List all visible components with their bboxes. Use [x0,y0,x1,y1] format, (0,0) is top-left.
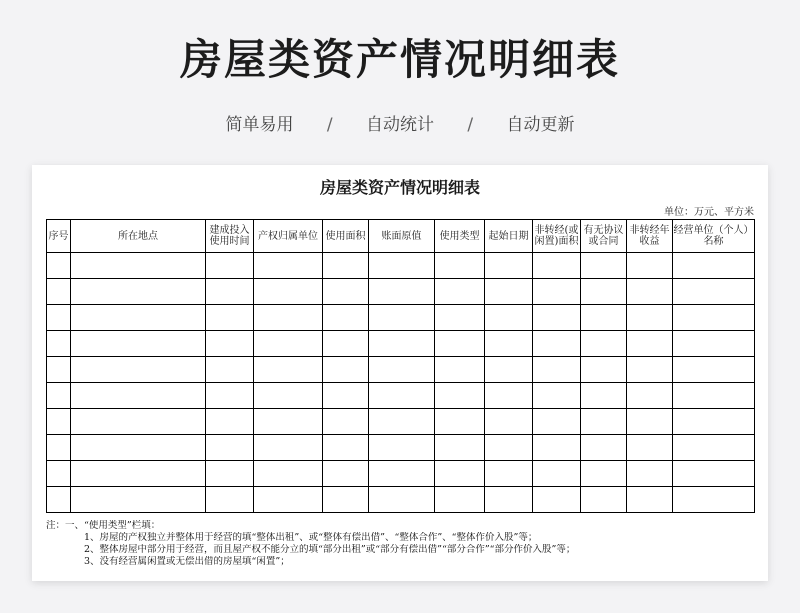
unit-label: 单位：万元、平方米 [664,207,754,218]
table-row [47,487,755,513]
table-cell[interactable] [323,279,369,305]
table-cell[interactable] [206,409,254,435]
table-cell[interactable] [369,409,435,435]
table-cell[interactable] [369,383,435,409]
table-cell[interactable] [485,383,533,409]
hero-title: 房屋类资产情况明细表 [179,35,620,84]
table-cell[interactable] [369,279,435,305]
table-cell[interactable] [369,435,435,461]
table-cell[interactable] [71,331,206,357]
table-cell[interactable] [254,487,323,513]
table-cell[interactable] [581,435,627,461]
table-cell[interactable] [254,435,323,461]
table-row [47,435,755,461]
note-item-2: 2、整体房屋中部分用于经营，而且屋产权不能分立的填“部分出租”或“部分有偿出借”“部分合作”“部分作价入股”等； [84,544,576,555]
document-title: 房屋类资产情况明细表 [319,178,480,197]
tag-separator: / [326,115,333,135]
table-cell[interactable] [673,253,755,279]
table-cell[interactable] [627,461,673,487]
table-cell[interactable] [485,487,533,513]
table-cell[interactable] [435,435,485,461]
table-cell[interactable] [71,409,206,435]
table-cell[interactable] [533,331,581,357]
table-cell[interactable] [206,279,254,305]
column-header-location: 所在地点 [71,220,206,253]
table-cell[interactable] [71,383,206,409]
table-cell[interactable] [485,253,533,279]
feature-tag-auto-stats: 自动统计 [366,115,434,135]
table-cell[interactable] [581,331,627,357]
table-row [47,331,755,357]
table-row [47,409,755,435]
table-cell[interactable] [71,357,206,383]
table-cell[interactable] [627,331,673,357]
table-cell[interactable] [254,253,323,279]
column-header-idle-area: 非转经(或闲置)面积 [533,220,581,253]
table-cell[interactable] [254,461,323,487]
table-cell[interactable] [435,383,485,409]
table-cell[interactable] [627,357,673,383]
column-header-usage-type: 使用类型 [435,220,485,253]
table-cell[interactable] [627,305,673,331]
table-cell[interactable] [71,435,206,461]
table-cell[interactable] [206,487,254,513]
table-cell[interactable] [323,357,369,383]
table-cell[interactable] [323,409,369,435]
table-cell[interactable] [673,331,755,357]
table-cell[interactable] [206,383,254,409]
tag-separator: / [467,115,474,135]
table-cell[interactable] [369,357,435,383]
asset-table [46,219,755,513]
document-sheet [32,165,768,581]
table-row [47,253,755,279]
column-header-book-value: 账面原值 [369,220,435,253]
table-cell[interactable] [323,253,369,279]
table-cell[interactable] [435,331,485,357]
table-cell[interactable] [435,305,485,331]
table-cell[interactable] [581,487,627,513]
table-cell[interactable] [369,305,435,331]
table-cell[interactable] [71,279,206,305]
table-cell[interactable] [435,357,485,383]
table-cell[interactable] [206,253,254,279]
column-header-start-date: 起始日期 [485,220,533,253]
table-cell[interactable] [581,357,627,383]
table-cell[interactable] [673,435,755,461]
table-cell[interactable] [673,409,755,435]
table-cell[interactable] [533,279,581,305]
table-cell[interactable] [581,383,627,409]
table-cell[interactable] [71,253,206,279]
table-cell[interactable] [206,357,254,383]
column-header-build-date: 建成投入使用时间 [206,220,254,253]
table-row [47,383,755,409]
table-cell[interactable] [47,383,71,409]
table-cell[interactable] [254,383,323,409]
feature-tagline [0,110,800,140]
table-cell[interactable] [435,409,485,435]
table-cell[interactable] [581,461,627,487]
table-cell[interactable] [47,357,71,383]
table-row [47,461,755,487]
table-row [47,357,755,383]
table-cell[interactable] [435,461,485,487]
table-cell[interactable] [627,383,673,409]
table-cell[interactable] [485,305,533,331]
table-cell[interactable] [533,487,581,513]
table-cell[interactable] [254,409,323,435]
column-header-annual-income: 非转经年收益 [627,220,673,253]
column-header-index: 序号 [47,220,71,253]
table-cell[interactable] [47,487,71,513]
feature-tag-auto-update: 自动更新 [506,115,575,135]
table-cell[interactable] [47,331,71,357]
table-cell[interactable] [206,461,254,487]
table-row [47,279,755,305]
table-cell[interactable] [533,461,581,487]
table-cell[interactable] [673,487,755,513]
column-header-usable-area: 使用面积 [323,220,369,253]
table-cell[interactable] [71,487,206,513]
table-cell[interactable] [673,279,755,305]
table-cell[interactable] [627,487,673,513]
table-cell[interactable] [581,279,627,305]
table-cell[interactable] [581,305,627,331]
table-cell[interactable] [673,461,755,487]
table-body [47,253,755,513]
table-cell[interactable] [435,253,485,279]
table-cell[interactable] [485,357,533,383]
table-cell[interactable] [533,435,581,461]
feature-tag-easy: 简单易用 [225,115,294,135]
table-cell[interactable] [485,279,533,305]
table-cell[interactable] [47,435,71,461]
table-cell[interactable] [485,331,533,357]
table-cell[interactable] [369,487,435,513]
table-cell[interactable] [485,461,533,487]
table-cell[interactable] [581,253,627,279]
table-cell[interactable] [435,487,485,513]
table-cell[interactable] [323,305,369,331]
table-cell[interactable] [71,305,206,331]
table-cell[interactable] [485,409,533,435]
table-cell[interactable] [206,435,254,461]
table-cell[interactable] [485,435,533,461]
table-cell[interactable] [533,383,581,409]
column-header-operator: 经营单位（个人）名称 [673,220,755,253]
table-cell[interactable] [323,435,369,461]
table-cell[interactable] [323,383,369,409]
table-row [47,305,755,331]
table-cell[interactable] [323,331,369,357]
column-header-contract: 有无协议或合同 [581,220,627,253]
table-cell[interactable] [627,409,673,435]
table-cell[interactable] [254,305,323,331]
table-cell[interactable] [673,357,755,383]
table-cell[interactable] [323,461,369,487]
table-cell[interactable] [47,409,71,435]
table-cell[interactable] [47,253,71,279]
table-cell[interactable] [254,279,323,305]
table-cell[interactable] [533,409,581,435]
table-cell[interactable] [673,305,755,331]
table-cell[interactable] [369,461,435,487]
table-cell[interactable] [47,305,71,331]
notes-section [46,520,754,568]
table-cell[interactable] [533,253,581,279]
column-header-owner: 产权归属单位 [254,220,323,253]
table-cell[interactable] [254,357,323,383]
table-cell[interactable] [323,487,369,513]
table-cell[interactable] [627,279,673,305]
table-header-row [47,220,755,253]
table-cell[interactable] [369,331,435,357]
table-cell[interactable] [435,279,485,305]
table-cell[interactable] [581,409,627,435]
table-cell[interactable] [533,357,581,383]
table-cell[interactable] [206,305,254,331]
table-cell[interactable] [47,279,71,305]
note-item-1: 1、房屋的产权独立并整体用于经营的填“整体出租”、或“整体有偿出借”、“整体合作”、“整体作价入股”等； [84,532,538,543]
table-cell[interactable] [71,461,206,487]
note-item-3: 3、没有经营属闲置或无偿出借的房屋填“闲置”； [84,556,290,567]
table-cell[interactable] [254,331,323,357]
table-cell[interactable] [47,461,71,487]
table-cell[interactable] [627,253,673,279]
table-cell[interactable] [533,305,581,331]
table-cell[interactable] [369,253,435,279]
notes-heading: 注：一、“使用类型”栏填： [46,520,161,531]
table-cell[interactable] [673,383,755,409]
table-cell[interactable] [206,331,254,357]
table-cell[interactable] [627,435,673,461]
